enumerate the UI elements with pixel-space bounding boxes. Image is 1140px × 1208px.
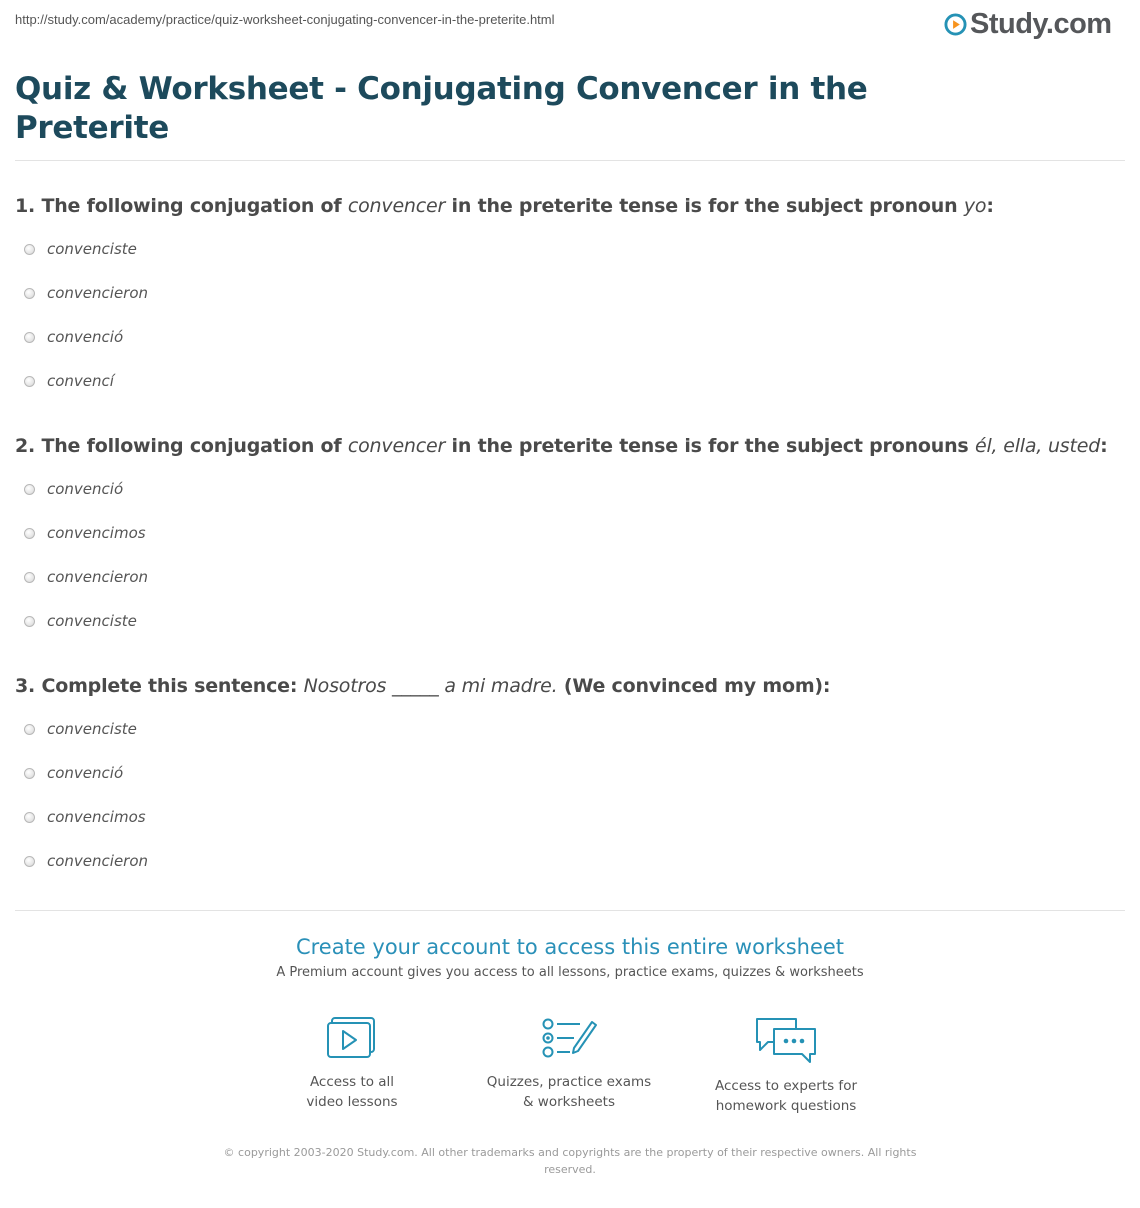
option-label: convencimos (47, 524, 146, 542)
radio-button[interactable] (24, 856, 35, 867)
answer-option[interactable] (15, 707, 1125, 751)
feature-quizzes (469, 1016, 669, 1112)
question-1-text: 1. The following conjugation of convencer in the preterite tense is for the subject pronoun yo: (15, 195, 994, 217)
radio-button[interactable] (24, 812, 35, 823)
radio-button[interactable] (24, 768, 35, 779)
option-label: convencieron (47, 852, 149, 870)
question-number: 1. (15, 195, 36, 217)
option-label: convenció (47, 764, 124, 782)
feature-video-lessons (252, 1016, 452, 1112)
feature-label: Access to experts for homework questions (714, 1078, 857, 1114)
feature-label: Quizzes, practice exams & worksheets (486, 1074, 652, 1110)
promo-subtitle: A Premium account gives you access to all lessons, practice exams, quizzes & worksheets (276, 965, 864, 980)
answer-option[interactable] (15, 271, 1125, 315)
question-2-options (15, 467, 1125, 643)
answer-option[interactable] (15, 751, 1125, 795)
play-circle-logo-icon (944, 13, 967, 36)
radio-button[interactable] (24, 484, 35, 495)
question-3-text: 3. Complete this sentence: Nosotros _____ a mi madre. (We convinced my mom): (15, 675, 831, 697)
option-label: convencí (47, 372, 114, 390)
question-1 (15, 194, 1125, 403)
answer-option[interactable] (15, 599, 1125, 643)
answer-option[interactable] (15, 315, 1125, 359)
promo-divider (15, 910, 1125, 911)
answer-option[interactable] (15, 839, 1125, 883)
question-2-text: 2. The following conjugation of convencer in the preterite tense is for the subject pronouns él, ella, usted: (15, 435, 1108, 457)
option-label: convenciste (47, 240, 137, 258)
chat-bubbles-icon (754, 1016, 818, 1064)
radio-button[interactable] (24, 244, 35, 255)
option-label: convenciste (47, 720, 137, 738)
question-3-options (15, 707, 1125, 883)
copyright-notice: © copyright 2003-2020 Study.com. All other trademarks and copyrights are the property of their respective owners. All rights reserved. (223, 1146, 917, 1176)
radio-button[interactable] (24, 572, 35, 583)
question-number: 3. (15, 675, 36, 697)
radio-button[interactable] (24, 528, 35, 539)
radio-button[interactable] (24, 724, 35, 735)
title-divider (15, 160, 1125, 161)
answer-option[interactable] (15, 359, 1125, 403)
question-3 (15, 674, 1125, 883)
feature-label: Access to all video lessons (306, 1074, 398, 1110)
answer-option[interactable] (15, 795, 1125, 839)
radio-button[interactable] (24, 376, 35, 387)
create-account-link[interactable]: Create your account to access this entire worksheet (295, 935, 845, 959)
study-logo[interactable] (944, 6, 1112, 42)
option-label: convencieron (47, 284, 149, 302)
feature-experts (686, 1016, 886, 1116)
option-label: convenciste (47, 612, 137, 630)
option-label: convenció (47, 480, 124, 498)
question-1-options (15, 227, 1125, 403)
answer-option[interactable] (15, 511, 1125, 555)
option-label: convencieron (47, 568, 149, 586)
question-number: 2. (15, 435, 36, 457)
answer-option[interactable] (15, 555, 1125, 599)
video-lessons-icon (326, 1016, 378, 1060)
logo-text: Study.com (970, 7, 1112, 40)
radio-button[interactable] (24, 288, 35, 299)
quiz-checklist-icon (540, 1016, 598, 1060)
answer-option[interactable] (15, 227, 1125, 271)
page-url: http://study.com/academy/practice/quiz-worksheet-conjugating-convencer-in-the-preterite.html (15, 12, 555, 27)
radio-button[interactable] (24, 332, 35, 343)
page-title: Quiz & Worksheet - Conjugating Convencer in the Preterite (15, 71, 868, 146)
question-2 (15, 434, 1125, 643)
answer-option[interactable] (15, 467, 1125, 511)
option-label: convenció (47, 328, 124, 346)
option-label: convencimos (47, 808, 146, 826)
radio-button[interactable] (24, 616, 35, 627)
